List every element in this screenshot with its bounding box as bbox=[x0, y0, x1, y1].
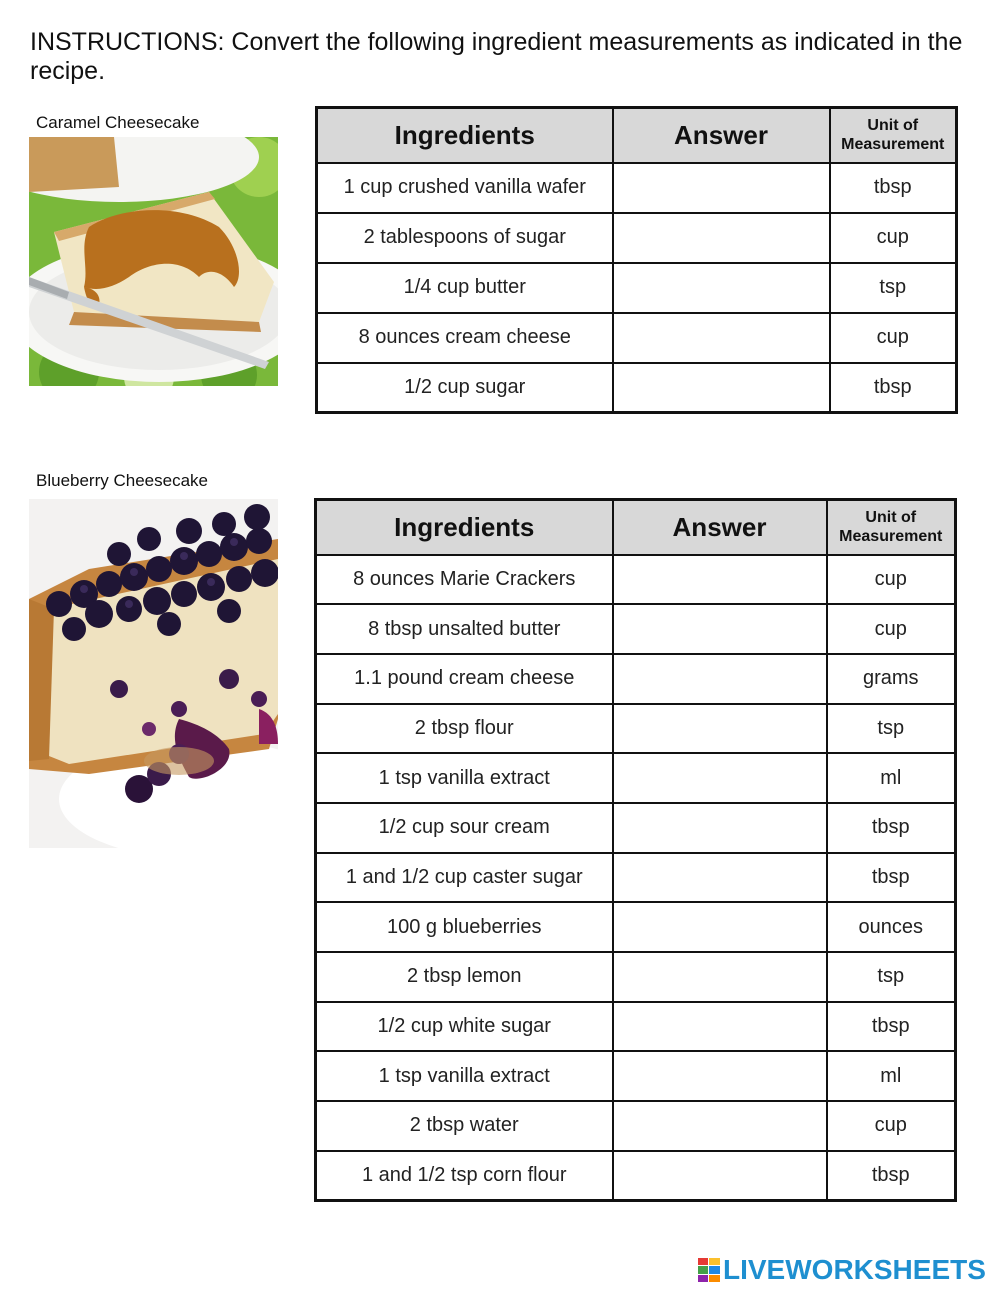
answer-input[interactable] bbox=[614, 375, 829, 400]
answer-header: Answer bbox=[613, 108, 830, 163]
table-header-row bbox=[316, 500, 956, 555]
table-row bbox=[317, 363, 957, 413]
unit-cell: tsp bbox=[830, 263, 957, 313]
answer-input[interactable] bbox=[614, 766, 826, 791]
table-row bbox=[317, 163, 957, 213]
blueberry-cheesecake-caption: Blueberry Cheesecake bbox=[36, 471, 208, 490]
table-row bbox=[316, 853, 956, 903]
liveworksheets-logo-text: LIVEWORKSHEETS bbox=[723, 1254, 986, 1285]
unit-cell: tbsp bbox=[827, 803, 956, 853]
answer-cell[interactable] bbox=[613, 1151, 827, 1201]
table-header-row bbox=[317, 108, 957, 163]
unit-cell: cup bbox=[827, 604, 956, 654]
unit-cell: tsp bbox=[827, 952, 956, 1002]
answer-cell[interactable] bbox=[613, 654, 827, 704]
ingredient-cell: 8 ounces Marie Crackers bbox=[316, 555, 613, 605]
answer-cell[interactable] bbox=[613, 213, 830, 263]
ingredient-cell: 1 and 1/2 cup caster sugar bbox=[316, 853, 613, 903]
ingredient-cell: 8 ounces cream cheese bbox=[317, 313, 613, 363]
unit-cell: cup bbox=[827, 1101, 956, 1151]
answer-cell[interactable] bbox=[613, 853, 827, 903]
answer-input[interactable] bbox=[614, 1113, 826, 1138]
unit-cell: tbsp bbox=[827, 853, 956, 903]
table-row bbox=[317, 213, 957, 263]
liveworksheets-logo bbox=[698, 1255, 986, 1285]
ingredient-cell: 1/2 cup white sugar bbox=[316, 1002, 613, 1052]
answer-cell[interactable] bbox=[613, 555, 827, 605]
unit-header bbox=[830, 108, 957, 163]
answer-cell[interactable] bbox=[613, 753, 827, 803]
table-row bbox=[316, 902, 956, 952]
table-row bbox=[316, 952, 956, 1002]
ingredient-cell: 1 tsp vanilla extract bbox=[316, 753, 613, 803]
table-row bbox=[316, 604, 956, 654]
answer-input[interactable] bbox=[614, 325, 829, 350]
unit-cell: cup bbox=[827, 555, 956, 605]
unit-cell: tbsp bbox=[827, 1002, 956, 1052]
unit-cell: tsp bbox=[827, 704, 956, 754]
table-row bbox=[316, 1002, 956, 1052]
blueberry-cheesecake-photo bbox=[29, 499, 278, 848]
answer-cell[interactable] bbox=[613, 313, 830, 363]
unit-cell: tbsp bbox=[830, 163, 957, 213]
table-row bbox=[316, 803, 956, 853]
answer-input[interactable] bbox=[614, 865, 826, 890]
unit-header bbox=[827, 500, 956, 555]
answer-input[interactable] bbox=[614, 175, 829, 200]
table-row bbox=[317, 263, 957, 313]
answer-input[interactable] bbox=[614, 1064, 826, 1089]
ingredient-cell: 1/2 cup sugar bbox=[317, 363, 613, 413]
ingredient-cell: 1.1 pound cream cheese bbox=[316, 654, 613, 704]
answer-cell[interactable] bbox=[613, 604, 827, 654]
table-row bbox=[316, 704, 956, 754]
table-row bbox=[316, 1051, 956, 1101]
answer-input[interactable] bbox=[614, 716, 826, 741]
blueberry-cheesecake-table bbox=[314, 498, 957, 1202]
unit-cell: ml bbox=[827, 1051, 956, 1101]
answer-input[interactable] bbox=[614, 964, 826, 989]
ingredient-cell: 1/4 cup butter bbox=[317, 263, 613, 313]
table-row bbox=[316, 1101, 956, 1151]
answer-cell[interactable] bbox=[613, 1002, 827, 1052]
answer-cell[interactable] bbox=[613, 263, 830, 313]
ingredient-cell: 1 tsp vanilla extract bbox=[316, 1051, 613, 1101]
answer-input[interactable] bbox=[614, 275, 829, 300]
unit-cell: tbsp bbox=[830, 363, 957, 413]
ingredient-cell: 1 and 1/2 tsp corn flour bbox=[316, 1151, 613, 1201]
table-row bbox=[316, 753, 956, 803]
unit-cell: ounces bbox=[827, 902, 956, 952]
answer-input[interactable] bbox=[614, 915, 826, 940]
answer-cell[interactable] bbox=[613, 952, 827, 1002]
unit-cell: grams bbox=[827, 654, 956, 704]
ingredient-cell: 2 tbsp flour bbox=[316, 704, 613, 754]
ingredient-cell: 1/2 cup sour cream bbox=[316, 803, 613, 853]
caramel-cheesecake-photo bbox=[29, 137, 278, 386]
answer-cell[interactable] bbox=[613, 803, 827, 853]
ingredient-cell: 8 tbsp unsalted butter bbox=[316, 604, 613, 654]
unit-header-line2: Measurement bbox=[841, 136, 945, 154]
table-row bbox=[316, 555, 956, 605]
caramel-cheesecake-caption: Caramel Cheesecake bbox=[36, 113, 200, 132]
table-row bbox=[317, 313, 957, 363]
answer-cell[interactable] bbox=[613, 704, 827, 754]
caramel-cheesecake-table bbox=[315, 106, 958, 414]
answer-input[interactable] bbox=[614, 666, 826, 691]
ingredients-header: Ingredients bbox=[316, 500, 613, 555]
answer-cell[interactable] bbox=[613, 163, 830, 213]
ingredient-cell: 2 tbsp water bbox=[316, 1101, 613, 1151]
ingredient-cell: 1 cup crushed vanilla wafer bbox=[317, 163, 613, 213]
ingredient-cell: 2 tbsp lemon bbox=[316, 952, 613, 1002]
unit-header-line1: Unit of bbox=[865, 509, 917, 527]
unit-cell: tbsp bbox=[827, 1151, 956, 1201]
answer-cell[interactable] bbox=[613, 1051, 827, 1101]
ingredient-cell: 100 g blueberries bbox=[316, 902, 613, 952]
ingredients-header: Ingredients bbox=[317, 108, 613, 163]
table-row bbox=[316, 654, 956, 704]
instructions-text: INSTRUCTIONS: Convert the following ingredient measurements as indicated in the recipe. bbox=[30, 28, 963, 85]
liveworksheets-logo-icon bbox=[698, 1258, 720, 1282]
unit-header-line1: Unit of bbox=[867, 117, 919, 135]
unit-cell: cup bbox=[830, 213, 957, 263]
answer-cell[interactable] bbox=[613, 902, 827, 952]
table-row bbox=[316, 1151, 956, 1201]
unit-header-line2: Measurement bbox=[839, 528, 943, 546]
answer-cell[interactable] bbox=[613, 363, 830, 413]
answer-header: Answer bbox=[613, 500, 827, 555]
answer-input[interactable] bbox=[614, 617, 826, 642]
answer-input[interactable] bbox=[614, 815, 826, 840]
answer-cell[interactable] bbox=[613, 1101, 827, 1151]
ingredient-cell: 2 tablespoons of sugar bbox=[317, 213, 613, 263]
answer-input[interactable] bbox=[614, 1014, 826, 1039]
answer-input[interactable] bbox=[614, 1163, 826, 1188]
answer-input[interactable] bbox=[614, 567, 826, 592]
unit-cell: ml bbox=[827, 753, 956, 803]
unit-cell: cup bbox=[830, 313, 957, 363]
answer-input[interactable] bbox=[614, 225, 829, 250]
